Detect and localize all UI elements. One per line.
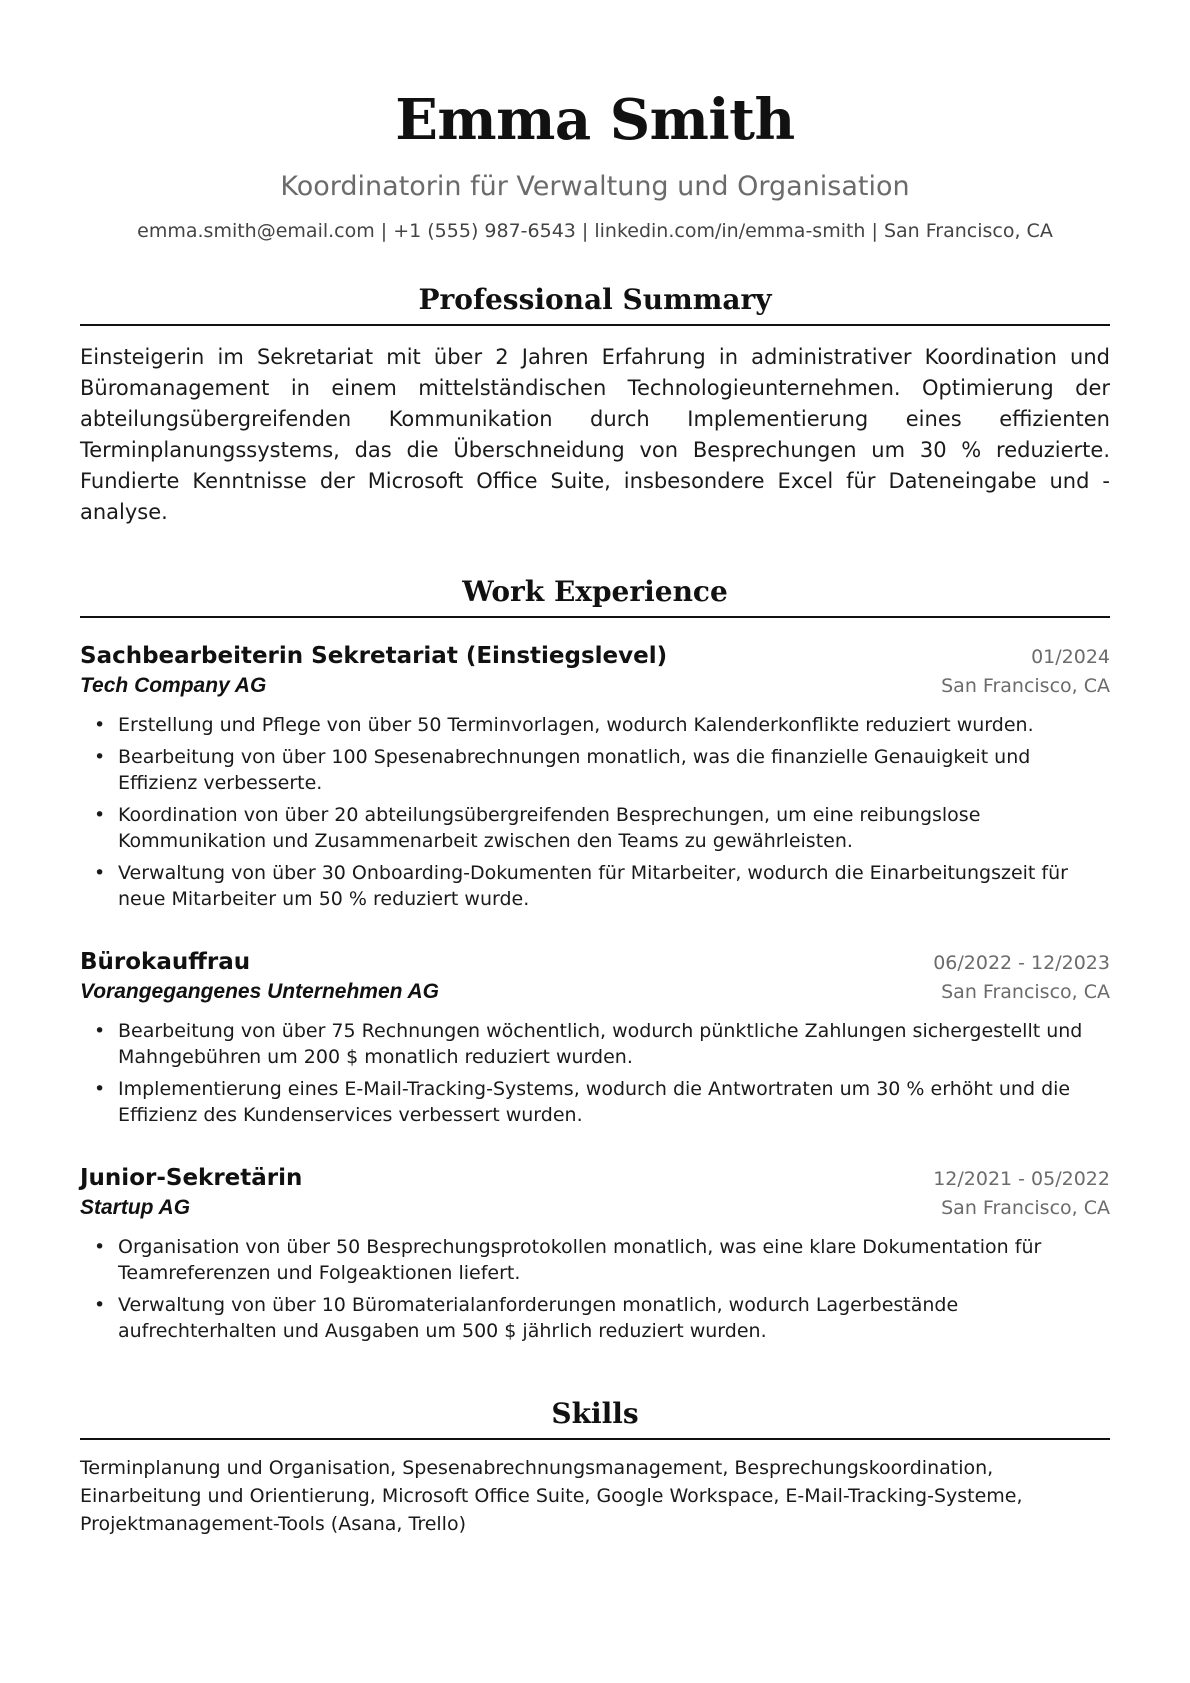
bullet-item — [80, 1234, 1110, 1286]
bullet-item — [80, 1076, 1110, 1128]
bullet-item — [80, 860, 1110, 912]
job-entry — [80, 640, 1110, 912]
job-date: 06/2022 - 12/2023 — [933, 952, 1110, 974]
contact-line: emma.smith@email.com | +1 (555) 987-6543 | linkedin.com/in/emma-smith | San Francisco, CA — [137, 220, 1053, 242]
bullet-item — [80, 802, 1110, 854]
bullet-text: Erstellung und Pflege von über 50 Terminvorlagen, wodurch Kalenderkonflikte reduziert wurden. — [118, 714, 1034, 736]
bullet-icon: • — [94, 862, 106, 884]
job-title: Sachbearbeiterin Sekretariat (Einstiegslevel) — [80, 643, 668, 669]
job-bullets — [80, 1018, 1110, 1128]
bullet-item — [80, 712, 1110, 738]
candidate-role: Koordinatorin für Verwaltung und Organisation — [280, 171, 910, 202]
bullet-icon: • — [94, 1078, 106, 1100]
summary-text: Einsteigerin im Sekretariat mit über 2 Jahren Erfahrung in administrativer Koordination und Büromanagement in einem mittelständischen Technologieunternehmen. Optimierung der abteilungsübergreifenden Kommunikation durch Implementierung eines effizienten Terminplanungssystems, das die Überschneidung von Besprechungen um 30 % reduzierte. Fundierte Kenntnisse der Microsoft Office Suite, insbesondere Excel für Dateneingabe und -analyse. — [80, 345, 1110, 524]
bullet-text: Verwaltung von über 10 Büromaterialanforderungen monatlich, wodurch Lagerbestände aufrechterhalten und Ausgaben um 500 $ jährlich reduziert wurden. — [118, 1294, 959, 1342]
bullet-icon: • — [94, 1236, 106, 1258]
job-location: San Francisco, CA — [941, 1197, 1110, 1219]
work-experience-section — [80, 574, 1110, 1344]
bullet-item — [80, 744, 1110, 796]
skills-heading: Skills — [80, 1396, 1110, 1440]
bullet-text: Verwaltung von über 30 Onboarding-Dokumenten für Mitarbeiter, wodurch die Einarbeitungszeit für neue Mitarbeiter um 50 % reduziert wurde. — [118, 862, 1068, 910]
bullet-item — [80, 1292, 1110, 1344]
skills-text: Terminplanung und Organisation, Spesenabrechnungsmanagement, Besprechungskoordination, Einarbeitung und Orientierung, Microsoft Office Suite, Google Workspace, E-Mail-Tracking-Systeme, Projektmanagement-Tools (Asana, Trello) — [80, 1457, 1023, 1535]
bullet-item — [80, 1018, 1110, 1070]
job-location: San Francisco, CA — [941, 675, 1110, 697]
bullet-text: Bearbeitung von über 75 Rechnungen wöchentlich, wodurch pünktliche Zahlungen sichergestellt und Mahngebühren um 200 $ monatlich reduziert wurden. — [118, 1020, 1083, 1068]
bullet-icon: • — [94, 714, 106, 736]
company-name: Startup AG — [80, 1196, 191, 1219]
skills-section — [80, 1396, 1110, 1538]
candidate-name: Emma Smith — [395, 87, 795, 153]
bullet-icon: • — [94, 1294, 106, 1316]
summary-heading: Professional Summary — [80, 282, 1110, 326]
bullet-icon: • — [94, 746, 106, 768]
job-location: San Francisco, CA — [941, 981, 1110, 1003]
bullet-text: Implementierung eines E-Mail-Tracking-Systems, wodurch die Antwortraten um 30 % erhöht und die Effizienz des Kundenservices verbessert wurden. — [118, 1078, 1071, 1126]
company-name: Vorangegangenes Unternehmen AG — [80, 980, 440, 1003]
bullet-icon: • — [94, 804, 106, 826]
company-name: Tech Company AG — [80, 674, 267, 697]
job-entry — [80, 1162, 1110, 1344]
bullet-text: Koordination von über 20 abteilungsübergreifenden Besprechungen, um eine reibungslose Kommunikation und Zusammenarbeit zwischen den Teams zu gewährleisten. — [118, 804, 981, 852]
bullet-text: Organisation von über 50 Besprechungsprotokollen monatlich, was eine klare Dokumentation für Teamreferenzen und Folgeaktionen liefert. — [118, 1236, 1042, 1284]
bullet-text: Bearbeitung von über 100 Spesenabrechnungen monatlich, was die finanzielle Genauigkeit und Effizienz verbesserte. — [118, 746, 1031, 794]
job-date: 01/2024 — [1031, 646, 1110, 668]
job-date: 12/2021 - 05/2022 — [933, 1168, 1110, 1190]
job-bullets — [80, 712, 1110, 912]
job-title: Junior-Sekretärin — [80, 1165, 303, 1191]
work-experience-heading: Work Experience — [80, 574, 1110, 618]
job-entry — [80, 946, 1110, 1128]
job-title: Bürokauffrau — [80, 949, 251, 975]
job-bullets — [80, 1234, 1110, 1344]
resume-header — [80, 88, 1110, 244]
bullet-icon: • — [94, 1020, 106, 1042]
summary-section — [80, 282, 1110, 528]
